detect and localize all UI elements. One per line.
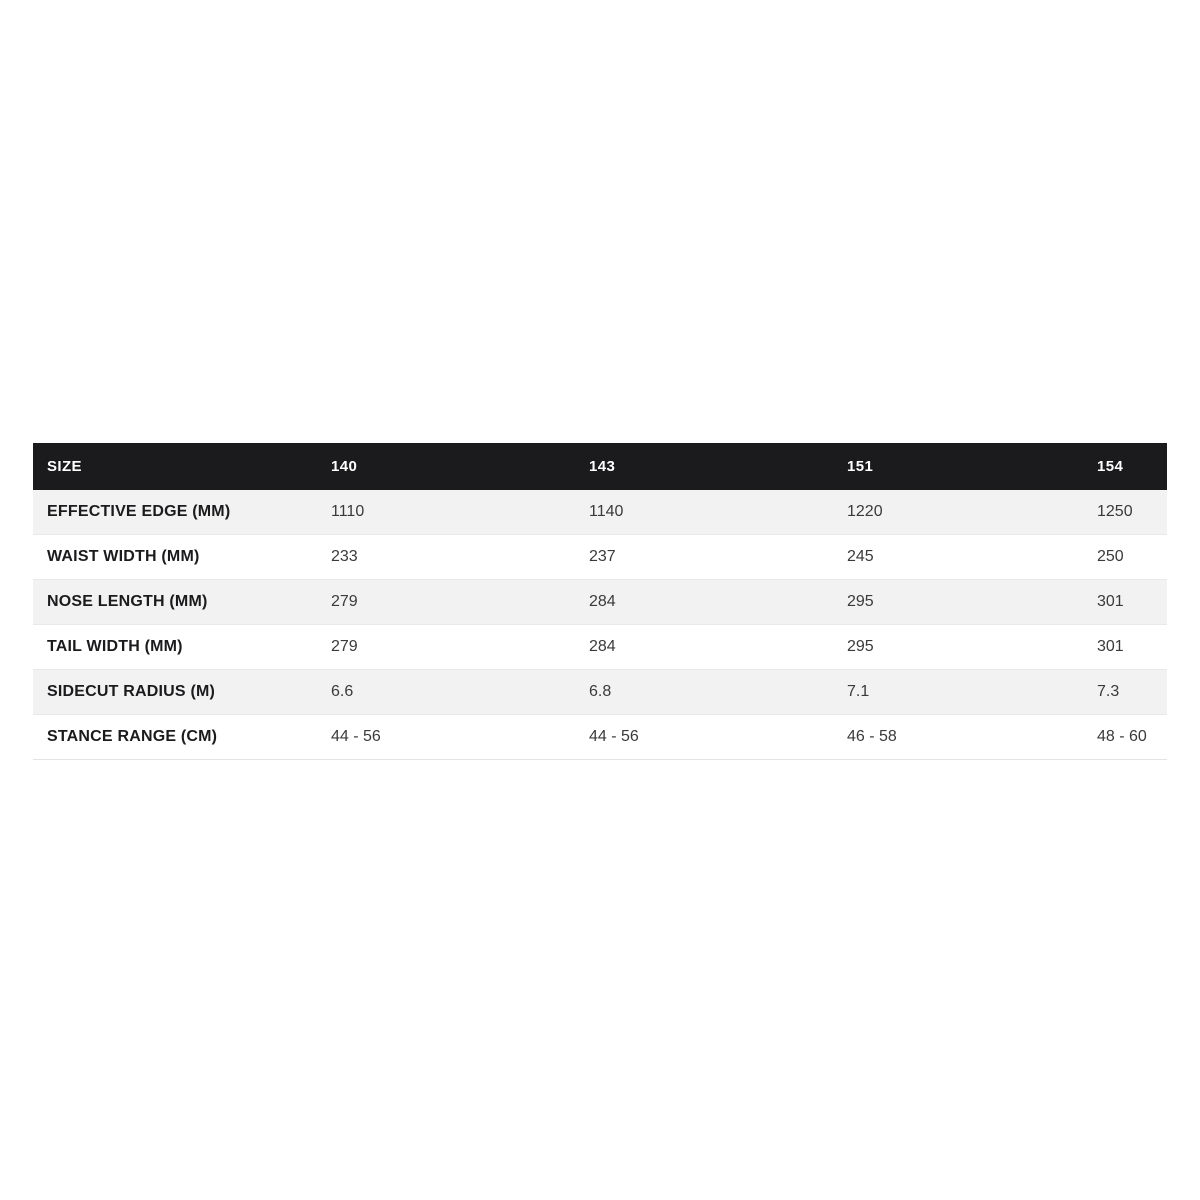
- cell-waist-width-151: 245: [833, 535, 1083, 580]
- cell-sidecut-radius-154: 7.3: [1083, 670, 1167, 715]
- column-header-143: 143: [575, 443, 833, 490]
- spec-table-container: [33, 443, 1167, 760]
- cell-stance-range-154: 48 - 60: [1083, 715, 1167, 760]
- column-header-151: 151: [833, 443, 1083, 490]
- table-row: [33, 625, 1167, 670]
- row-label-waist-width: WAIST WIDTH (MM): [33, 535, 317, 580]
- cell-nose-length-151: 295: [833, 580, 1083, 625]
- cell-effective-edge-151: 1220: [833, 490, 1083, 535]
- cell-waist-width-143: 237: [575, 535, 833, 580]
- table-header-row: [33, 443, 1167, 490]
- row-label-stance-range: STANCE RANGE (CM): [33, 715, 317, 760]
- row-label-nose-length: NOSE LENGTH (MM): [33, 580, 317, 625]
- cell-tail-width-154: 301: [1083, 625, 1167, 670]
- cell-nose-length-143: 284: [575, 580, 833, 625]
- table-header: [33, 443, 1167, 490]
- column-header-154: 154: [1083, 443, 1167, 490]
- cell-waist-width-140: 233: [317, 535, 575, 580]
- cell-effective-edge-140: 1110: [317, 490, 575, 535]
- cell-effective-edge-154: 1250: [1083, 490, 1167, 535]
- cell-sidecut-radius-151: 7.1: [833, 670, 1083, 715]
- cell-nose-length-154: 301: [1083, 580, 1167, 625]
- cell-sidecut-radius-143: 6.8: [575, 670, 833, 715]
- cell-stance-range-151: 46 - 58: [833, 715, 1083, 760]
- cell-tail-width-140: 279: [317, 625, 575, 670]
- table-row: [33, 715, 1167, 760]
- table-row: [33, 580, 1167, 625]
- cell-effective-edge-143: 1140: [575, 490, 833, 535]
- cell-tail-width-143: 284: [575, 625, 833, 670]
- cell-sidecut-radius-140: 6.6: [317, 670, 575, 715]
- row-label-effective-edge: EFFECTIVE EDGE (MM): [33, 490, 317, 535]
- table-row: [33, 535, 1167, 580]
- table-row: [33, 670, 1167, 715]
- column-header-size: SIZE: [33, 443, 317, 490]
- cell-waist-width-154: 250: [1083, 535, 1167, 580]
- cell-tail-width-151: 295: [833, 625, 1083, 670]
- cell-nose-length-140: 279: [317, 580, 575, 625]
- cell-stance-range-140: 44 - 56: [317, 715, 575, 760]
- table-body: [33, 490, 1167, 760]
- cell-stance-range-143: 44 - 56: [575, 715, 833, 760]
- size-spec-table: [33, 443, 1167, 760]
- table-row: [33, 490, 1167, 535]
- row-label-sidecut-radius: SIDECUT RADIUS (M): [33, 670, 317, 715]
- row-label-tail-width: TAIL WIDTH (MM): [33, 625, 317, 670]
- column-header-140: 140: [317, 443, 575, 490]
